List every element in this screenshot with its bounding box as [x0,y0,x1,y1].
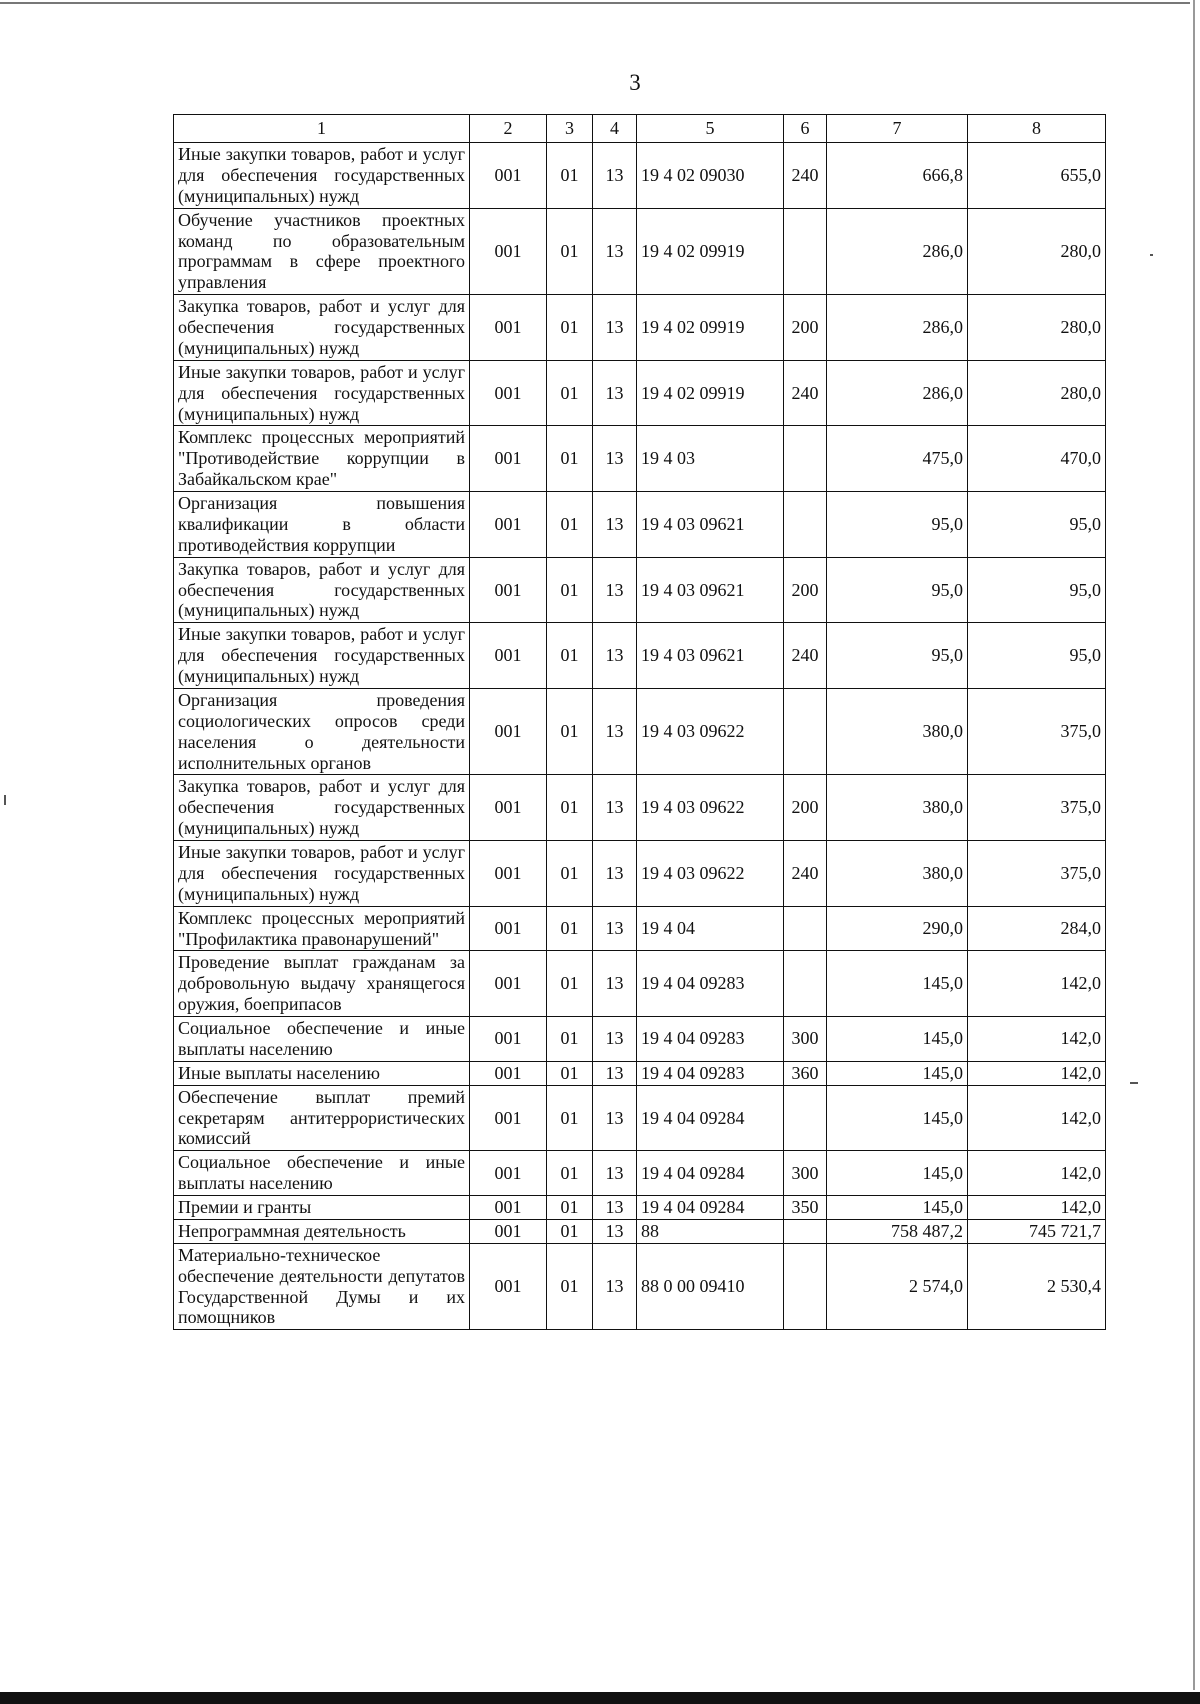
amount-col7-cell: 95,0 [827,492,968,558]
amount-col8-cell: 284,0 [968,906,1106,951]
target-article-cell: 19 4 02 09919 [637,360,784,426]
expense-type-cell: 240 [784,360,827,426]
section-code-cell: 01 [547,1196,593,1220]
expenditure-name-cell: Закупка товаров, работ и услуг для обеспечения государственных (муниципальных) нужд [174,295,470,361]
section-code-cell: 01 [547,208,593,295]
target-article-cell: 19 4 03 09621 [637,623,784,689]
amount-col8-cell: 375,0 [968,688,1106,775]
subsection-code-cell: 13 [593,426,637,492]
subsection-code-cell: 13 [593,1243,637,1330]
table-row [174,841,1106,907]
table-row [174,1085,1106,1151]
target-article-cell: 19 4 02 09030 [637,143,784,209]
expense-type-cell: 200 [784,295,827,361]
section-code-cell: 01 [547,426,593,492]
target-article-cell: 19 4 03 09621 [637,557,784,623]
amount-col8-cell: 375,0 [968,841,1106,907]
expenditure-name-cell: Комплекс процессных мероприятий "Противодействие коррупции в Забайкальском крае" [174,426,470,492]
expenditure-name-cell: Иные закупки товаров, работ и услуг для обеспечения государственных (муниципальных) нужд [174,623,470,689]
expense-type-cell [784,1219,827,1243]
amount-col8-cell: 95,0 [968,492,1106,558]
target-article-cell: 19 4 03 09622 [637,841,784,907]
subsection-code-cell: 13 [593,1151,637,1196]
amount-col8-cell: 280,0 [968,295,1106,361]
expense-type-cell: 240 [784,623,827,689]
target-article-cell: 19 4 03 09622 [637,775,784,841]
amount-col7-cell: 380,0 [827,775,968,841]
expenditure-name-cell: Иные закупки товаров, работ и услуг для обеспечения государственных (муниципальных) нужд [174,143,470,209]
ministry-code-cell: 001 [470,426,547,492]
target-article-cell: 19 4 04 09283 [637,1061,784,1085]
amount-col8-cell: 655,0 [968,143,1106,209]
column-header: 3 [547,115,593,143]
section-code-cell: 01 [547,1243,593,1330]
subsection-code-cell: 13 [593,208,637,295]
ministry-code-cell: 001 [470,688,547,775]
amount-col7-cell: 145,0 [827,1017,968,1062]
target-article-cell: 19 4 03 [637,426,784,492]
expense-type-cell [784,208,827,295]
amount-col8-cell: 280,0 [968,208,1106,295]
scan-speck [1130,1082,1138,1084]
table-row [174,1151,1106,1196]
section-code-cell: 01 [547,1219,593,1243]
amount-col8-cell: 470,0 [968,426,1106,492]
ministry-code-cell: 001 [470,951,547,1017]
expense-type-cell: 350 [784,1196,827,1220]
expense-type-cell [784,1243,827,1330]
section-code-cell: 01 [547,1085,593,1151]
expense-type-cell [784,492,827,558]
amount-col7-cell: 145,0 [827,1085,968,1151]
subsection-code-cell: 13 [593,1017,637,1062]
expenditure-name-cell: Проведение выплат гражданам за добровольную выдачу хранящегося оружия, боеприпасов [174,951,470,1017]
amount-col7-cell: 145,0 [827,1196,968,1220]
section-code-cell: 01 [547,1061,593,1085]
ministry-code-cell: 001 [470,623,547,689]
amount-col7-cell: 145,0 [827,1151,968,1196]
amount-col7-cell: 95,0 [827,623,968,689]
amount-col7-cell: 145,0 [827,1061,968,1085]
expense-type-cell [784,1085,827,1151]
expense-type-cell [784,906,827,951]
column-header: 2 [470,115,547,143]
expenditure-name-cell: Закупка товаров, работ и услуг для обеспечения государственных (муниципальных) нужд [174,557,470,623]
section-code-cell: 01 [547,688,593,775]
expenditure-name-cell: Премии и гранты [174,1196,470,1220]
section-code-cell: 01 [547,143,593,209]
subsection-code-cell: 13 [593,688,637,775]
amount-col7-cell: 380,0 [827,841,968,907]
amount-col8-cell: 142,0 [968,1196,1106,1220]
column-header: 7 [827,115,968,143]
ministry-code-cell: 001 [470,143,547,209]
expense-type-cell [784,426,827,492]
section-code-cell: 01 [547,1151,593,1196]
subsection-code-cell: 13 [593,360,637,426]
scan-speck [1150,254,1153,256]
table-row [174,360,1106,426]
ministry-code-cell: 001 [470,1196,547,1220]
column-header: 1 [174,115,470,143]
target-article-cell: 88 0 00 09410 [637,1243,784,1330]
table-row [174,557,1106,623]
table-row [174,208,1106,295]
section-code-cell: 01 [547,557,593,623]
table-row [174,1219,1106,1243]
expenditure-name-cell: Иные выплаты населению [174,1061,470,1085]
table-row [174,426,1106,492]
section-code-cell: 01 [547,906,593,951]
amount-col7-cell: 2 574,0 [827,1243,968,1330]
target-article-cell: 19 4 02 09919 [637,208,784,295]
table-row [174,295,1106,361]
ministry-code-cell: 001 [470,1061,547,1085]
amount-col7-cell: 286,0 [827,208,968,295]
table-row [174,1196,1106,1220]
amount-col8-cell: 2 530,4 [968,1243,1106,1330]
amount-col8-cell: 745 721,7 [968,1219,1106,1243]
subsection-code-cell: 13 [593,906,637,951]
expenditure-name-cell: Обучение участников проектных команд по образовательным программам в сфере проектного управления [174,208,470,295]
subsection-code-cell: 13 [593,492,637,558]
expenditure-name-cell: Комплекс процессных мероприятий "Профилактика правонарушений" [174,906,470,951]
target-article-cell: 19 4 04 09283 [637,1017,784,1062]
expense-type-cell: 300 [784,1151,827,1196]
amount-col7-cell: 758 487,2 [827,1219,968,1243]
amount-col7-cell: 286,0 [827,360,968,426]
amount-col8-cell: 142,0 [968,1151,1106,1196]
subsection-code-cell: 13 [593,1196,637,1220]
column-header: 4 [593,115,637,143]
amount-col8-cell: 142,0 [968,1017,1106,1062]
section-code-cell: 01 [547,951,593,1017]
table-row [174,1017,1106,1062]
column-header: 8 [968,115,1106,143]
expense-type-cell: 200 [784,557,827,623]
section-code-cell: 01 [547,492,593,558]
section-code-cell: 01 [547,623,593,689]
table-row [174,951,1106,1017]
ministry-code-cell: 001 [470,492,547,558]
expense-type-cell: 240 [784,143,827,209]
amount-col7-cell: 95,0 [827,557,968,623]
subsection-code-cell: 13 [593,143,637,209]
expense-type-cell: 200 [784,775,827,841]
section-code-cell: 01 [547,1017,593,1062]
expenditure-name-cell: Непрограммная деятельность [174,1219,470,1243]
expenditure-name-cell: Социальное обеспечение и иные выплаты населению [174,1151,470,1196]
expenditure-name-cell: Организация повышения квалификации в области противодействия коррупции [174,492,470,558]
target-article-cell: 19 4 04 09284 [637,1085,784,1151]
expense-type-cell: 240 [784,841,827,907]
section-code-cell: 01 [547,775,593,841]
subsection-code-cell: 13 [593,623,637,689]
amount-col8-cell: 280,0 [968,360,1106,426]
table-row [174,623,1106,689]
table-row [174,492,1106,558]
amount-col8-cell: 95,0 [968,623,1106,689]
page-number: 3 [629,70,641,95]
section-code-cell: 01 [547,295,593,361]
expenditure-name-cell: Материально-техническое обеспечение деятельности депутатов Государственной Думы и их помощников [174,1243,470,1330]
scan-top-edge [0,2,1190,4]
expense-type-cell [784,951,827,1017]
expenditure-name-cell: Социальное обеспечение и иные выплаты населению [174,1017,470,1062]
ministry-code-cell: 001 [470,841,547,907]
amount-col7-cell: 380,0 [827,688,968,775]
ministry-code-cell: 001 [470,1219,547,1243]
expenditure-name-cell: Закупка товаров, работ и услуг для обеспечения государственных (муниципальных) нужд [174,775,470,841]
section-code-cell: 01 [547,360,593,426]
ministry-code-cell: 001 [470,1151,547,1196]
target-article-cell: 88 [637,1219,784,1243]
scan-speck [4,795,6,805]
amount-col7-cell: 286,0 [827,295,968,361]
amount-col7-cell: 475,0 [827,426,968,492]
table-row [174,688,1106,775]
amount-col8-cell: 95,0 [968,557,1106,623]
header-row [174,115,1106,143]
subsection-code-cell: 13 [593,1085,637,1151]
subsection-code-cell: 13 [593,557,637,623]
subsection-code-cell: 13 [593,295,637,361]
target-article-cell: 19 4 04 09284 [637,1151,784,1196]
target-article-cell: 19 4 02 09919 [637,295,784,361]
target-article-cell: 19 4 04 09283 [637,951,784,1017]
amount-col7-cell: 666,8 [827,143,968,209]
expense-type-cell: 300 [784,1017,827,1062]
amount-col8-cell: 375,0 [968,775,1106,841]
table-row [174,906,1106,951]
target-article-cell: 19 4 03 09621 [637,492,784,558]
ministry-code-cell: 001 [470,1017,547,1062]
ministry-code-cell: 001 [470,1243,547,1330]
scan-bottom-edge [0,1692,1200,1704]
amount-col7-cell: 145,0 [827,951,968,1017]
ministry-code-cell: 001 [470,208,547,295]
subsection-code-cell: 13 [593,1061,637,1085]
column-header: 6 [784,115,827,143]
table-row [174,775,1106,841]
expense-type-cell [784,688,827,775]
subsection-code-cell: 13 [593,951,637,1017]
ministry-code-cell: 001 [470,360,547,426]
ministry-code-cell: 001 [470,775,547,841]
amount-col8-cell: 142,0 [968,1061,1106,1085]
scan-right-edge [1193,0,1195,1690]
table-row [174,143,1106,209]
expense-type-cell: 360 [784,1061,827,1085]
ministry-code-cell: 001 [470,906,547,951]
column-header: 5 [637,115,784,143]
expenditure-name-cell: Иные закупки товаров, работ и услуг для обеспечения государственных (муниципальных) нужд [174,360,470,426]
expenditure-name-cell: Иные закупки товаров, работ и услуг для обеспечения государственных (муниципальных) нужд [174,841,470,907]
ministry-code-cell: 001 [470,295,547,361]
subsection-code-cell: 13 [593,775,637,841]
ministry-code-cell: 001 [470,1085,547,1151]
amount-col8-cell: 142,0 [968,1085,1106,1151]
budget-table [173,114,1106,1330]
subsection-code-cell: 13 [593,1219,637,1243]
expenditure-name-cell: Обеспечение выплат премий секретарям антитеррористических комиссий [174,1085,470,1151]
ministry-code-cell: 001 [470,557,547,623]
target-article-cell: 19 4 03 09622 [637,688,784,775]
amount-col8-cell: 142,0 [968,951,1106,1017]
table-row [174,1061,1106,1085]
target-article-cell: 19 4 04 09284 [637,1196,784,1220]
section-code-cell: 01 [547,841,593,907]
amount-col7-cell: 290,0 [827,906,968,951]
table-row [174,1243,1106,1330]
expenditure-name-cell: Организация проведения социологических опросов среди населения о деятельности исполнительных органов [174,688,470,775]
subsection-code-cell: 13 [593,841,637,907]
target-article-cell: 19 4 04 [637,906,784,951]
